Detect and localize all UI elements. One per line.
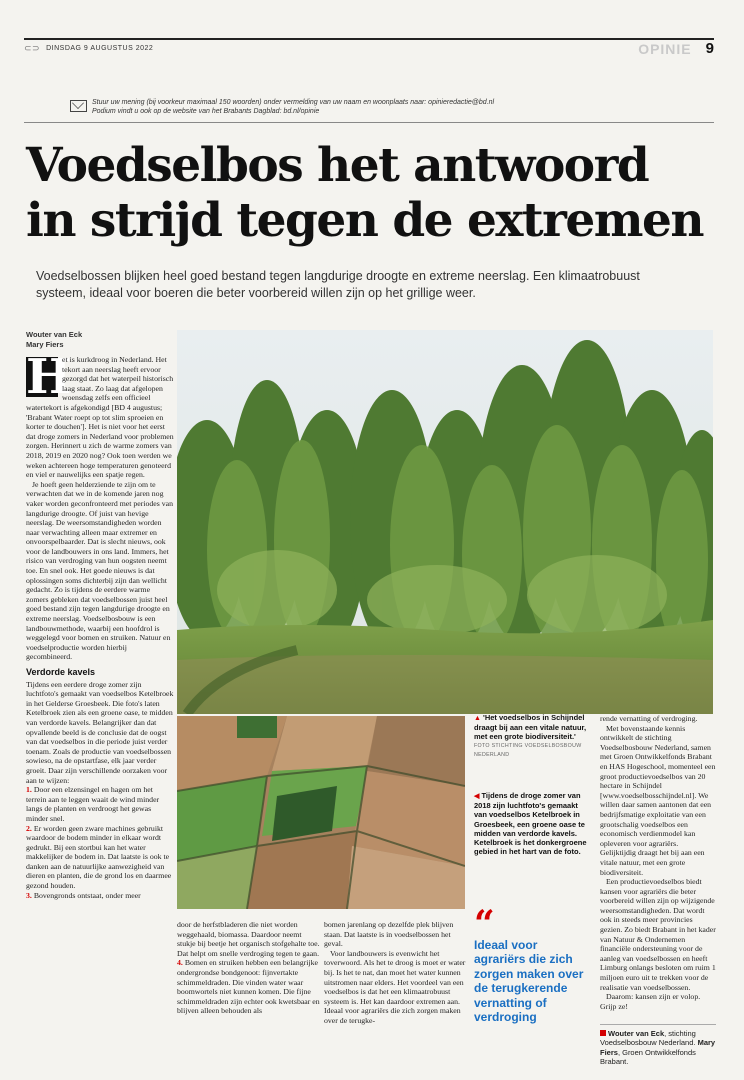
notice-rule	[24, 122, 714, 123]
article-column-3	[324, 920, 469, 1026]
list-item-4: 4. Bomen en struiken hebben een belangrijke ondergrondse bondgenoot: fijnvertakte schimmeldraden. Die vinden water waar boomwortels niet kunnen komen. Die fijne schimmeldraden zijn echter ook kwetsbaar en blijven alleen behouden als	[177, 958, 320, 1016]
column-3-paragraph-2: Voor landbouwers is evenwicht het toverwoord. Als het te droog is moet er water bij. Is het te nat, dan moet het water kunnen uitstromen naar elders. Het voordeel van een voedselbos is dat het een klimaatrobuust systeem is. Het kan daardoor extremen aan. Ideaal voor agrariërs die zich zorgen maken over de terugke-	[324, 948, 466, 1025]
column-3-paragraph-1: bomen jarenlang op dezelfde plek blijven staan. Dat laatste is in voedselbossen het geval.	[324, 920, 454, 949]
pull-quote-text: Ideaal voor agrariërs die zich zorgen maken over de terugkerende vernatting of verdroging	[474, 938, 584, 1025]
aerial-illustration	[177, 716, 465, 909]
photo-credit: FOTO STICHTING VOEDSELBOSBOUW NEDERLAND	[474, 742, 582, 758]
byline	[26, 330, 82, 350]
list-item-1: 1. Door een elzensingel en hagen om het terrein aan te leggen waait de wind minder langs de planten en verdroogt het gewas minder snel.	[26, 785, 160, 823]
column-2-paragraph: door de herfstbladeren die niet worden weggehaald, biomassa. Daardoor neemt stukje bij beetje het organisch stofgehalte toe. Dat helpt om snelle verdroging tegen te gaan.	[177, 920, 320, 958]
author-footnote	[600, 1024, 716, 1067]
caption-2-text: Tijdens de droge zomer van 2018 zijn luchtfoto's gemaakt van voedselbos Ketelbroek in Groesbeek, een groene oase te midden van verdorde kavels. Ketelbroek is het donkergroene gebied in het hart van de foto.	[474, 791, 587, 857]
food-forest-photo	[177, 330, 713, 714]
top-rule	[24, 38, 714, 40]
footnote-org-1: , stichting Voedselbosbouw Nederland.	[600, 1029, 696, 1048]
intro: Voedselbossen blijken heel goed bestand tegen langdurige droogte en extreme neerslag. Een klimaatrobuust systeem, ideaal voor boeren die beter voorbereid willen zijn op het grillige weer.	[36, 269, 640, 300]
photo-caption-2	[474, 791, 592, 856]
dropcap: H	[26, 349, 72, 405]
photo-caption-1	[474, 713, 592, 760]
envelope-icon	[70, 100, 87, 112]
author-2: Mary Fiers	[26, 340, 64, 349]
caption-marker-icon: ◀	[474, 793, 480, 800]
footnote-name-2: Mary Fiers	[600, 1038, 716, 1057]
column-4-paragraph-4: Daarom: kansen zijn er volop. Grijp ze!	[600, 992, 701, 1011]
food-forest-illustration	[177, 330, 713, 714]
page-number: 9	[705, 40, 714, 57]
page-header	[24, 42, 714, 62]
header-date: DINSDAG 9 AUGUSTUS 2022	[46, 45, 154, 52]
header-right	[638, 40, 714, 57]
headline	[26, 138, 716, 248]
footnote-org-2: , Groen Ontwikkelfonds Brabant.	[600, 1047, 696, 1067]
column-4-paragraph-1: rende vernatting of verdroging.	[600, 714, 698, 723]
headline-line-1: Voedselbos het antwoord	[26, 138, 649, 193]
quote-mark-icon: “	[474, 903, 495, 945]
paragraph-2: Je hoeft geen helderziende te zijn om te verwachten dat we in de komende jaren nog vaker worden geconfronteerd met periodes van langdurige droogte. Of juist van hevige neerslag. De weersomstandigheden worden naar verwachting alleen maar extremer en onvoorspelbaarder. Dat is slecht nieuws, ook voor de landbouwers in ons land. Immers, het risico van verdroging van hun oogsten neemt toe. En snel ook. Het goede nieuws is dat oplossingen soms dichterbij zijn dan wellicht gedacht. Zo is tijdens de eerdere warme zomers gebleken dat voedselbossen juist heel goed bestand zijn tegen langdurige droogte en extreme neerslag. Voedselbosbouw is een landbouwmethode, waarbij een hoofdrol is weggelegd voor bomen en struiken. Natuur en voedselproductie worden hierbij gecombineerd.	[26, 479, 173, 662]
column-4-paragraph-2: Met bovenstaande kennis ontwikkelt de stichting Voedselbosbouw Nederland, samen met Groen Ontwikkelfonds Brabant en HAS Hogeschool, momenteel een groot productievoedselbos van 20 hectare in Schijndel [www.voedselbosschijndel.nl]. We willen daar samen aantonen dat een bedrijfsmatige exploitatie van een grootschalig voedselbos een economisch verdienmodel kan opleveren voor agrariërs. Gelijktijdig draagt het bij aan een vitale natuur, met een grote biodiversiteit.	[600, 723, 716, 877]
column-4-paragraph-3: Een productievoedselbos biedt kansen voor agrariërs die beter voorbereid willen zijn op wijzigende weersomstandigheden. Dat wordt ook in steeds meer provincies gezien. Zo biedt Brabant in het kader van Natuur & Ondernemen financiële ondersteuning voor de aanleg van voedselbossen en heeft Limburg onlangs besloten om ruim 1 miljoen euro uit te trekken voor de realisatie van voedselbossen.	[600, 877, 716, 992]
article-column-1	[26, 349, 174, 900]
headline-line-2: in strijd tegen de extremen	[26, 193, 704, 248]
article-column-4	[600, 714, 716, 1011]
caption-1-text: 'Het voedselbos in Schijndel draagt bij aan een vitale natuur, met een grote biodiversiteit.'	[474, 713, 587, 742]
footnote-marker-icon	[600, 1030, 606, 1036]
section-label: OPINIE	[638, 40, 692, 57]
aerial-photo	[177, 716, 465, 909]
notice-line-1: Stuur uw mening (bij voorkeur maximaal 150 woorden) onder vermelding van uw naam en woonplaats naar: opinieredactie@bd.nl	[92, 99, 495, 106]
notice-line-2: Podium vindt u ook op de website van het Brabants Dagblad: bd.nl/opinie	[92, 108, 320, 115]
article-column-2	[177, 920, 320, 1016]
paragraph-3: Tijdens een eerdere droge zomer zijn luchtfoto's gemaakt van voedselbos Ketelbroek in het Gelderse Groesbeek. Die foto's laten Ketelbroek zien als een groene oase, te midden van verdorde kavels. Belangrijker dan dat opvallende beeld is de conclusie dat de oogst van dat voedselbos in die periode juist verder toenam. Zoals de productie van voedselbossen sowieso, na de opstartfase, elk jaar verder groeit. Daar zijn verschillende oorzaken voor aan te wijzen:	[26, 679, 174, 785]
list-item-2: 2. Er worden geen zware machines gebruikt waardoor de bodem minder in elkaar wordt gedrukt. Bij een stortbui kan het water makkelijker de bodem in. Dat laatste is ook te danken aan de natuurlijke aanwezigheid van dieren en planten, die de grond los en daarmee gezond houden.	[26, 823, 172, 891]
header-date-group	[24, 43, 153, 54]
pull-quote	[474, 903, 592, 1025]
subheading: Verdorde kavels	[26, 667, 96, 677]
list-item-3: 3. Bovengronds ontstaat, onder meer	[26, 890, 141, 900]
paragraph-1: et is kurkdroog in Nederland. Het tekort aan neerslag heeft ervoor gezorgd dat het waterpeil historisch laag staat. Zo laag dat afgelopen woensdag zelfs een officieel watertekort is afgekondigd [BD 4 augustus; 'Brabant Water roept op tot slim sproeien en korter te douchen']. Het is niet voor het eerst dat droge zomers in Nederland voor problemen zorgen. Herinnert u zich de warme zomers van 2018, 2019 en 2020 nog? Ook toen werden we weken achtereen hoge temperaturen genoteerd en viel er nauwelijks een spatje regen.	[26, 355, 174, 480]
footnote-name-1: Wouter van Eck	[608, 1029, 665, 1038]
caption-marker-icon: ▲	[474, 715, 481, 722]
author-1: Wouter van Eck	[26, 330, 83, 339]
submission-notice	[92, 98, 692, 116]
link-icon: ⊂⊃	[24, 43, 41, 53]
